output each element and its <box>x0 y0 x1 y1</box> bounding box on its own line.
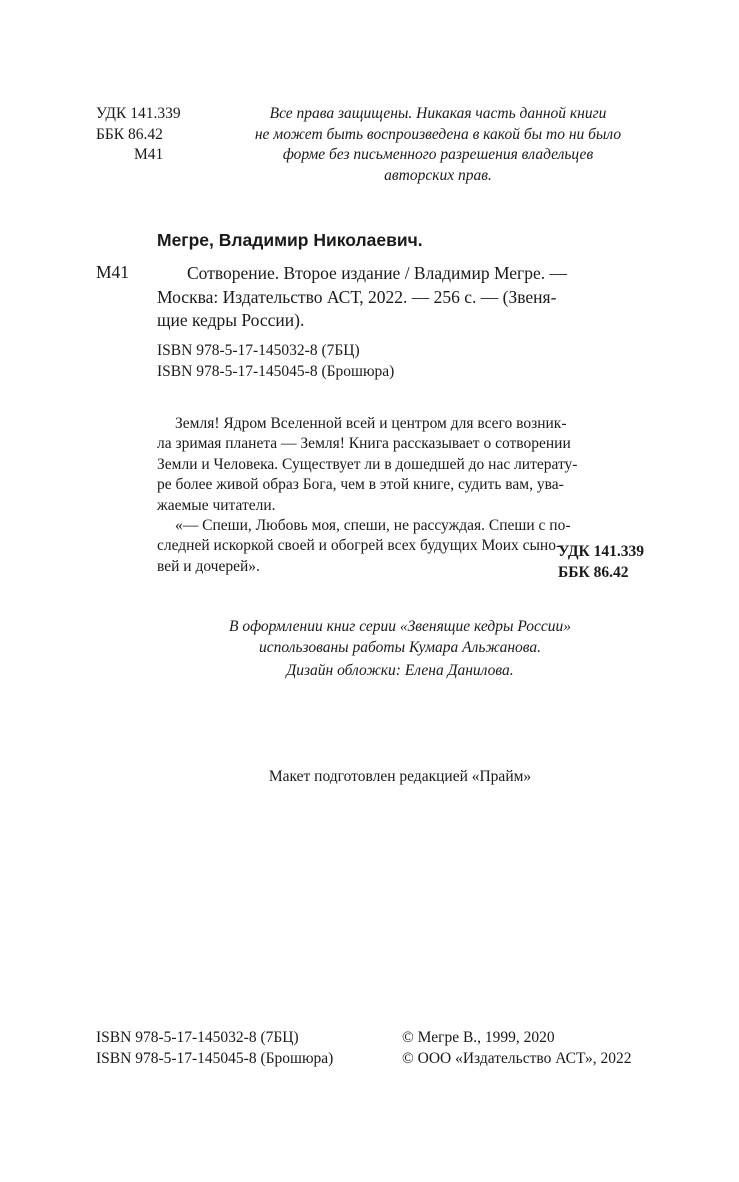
annotation-line: ре более живой образ Бога, чем в этой книге, судить вам, ува- <box>157 476 564 494</box>
rights-line: не может быть воспроизведена в какой бы то ни было <box>254 125 622 143</box>
isbn-line: ISBN 978-5-17-145032-8 (7БЦ) <box>157 342 360 359</box>
footer-isbn-line: ISBN 978-5-17-145032-8 (7БЦ) <box>96 1029 299 1046</box>
bibliographic-line: Москва: Издательство АСТ, 2022. — 256 с. — (Звеня- <box>157 286 557 307</box>
annotation-line: Земля! Ядром Вселенной всей и центром для всего возник- <box>175 415 567 432</box>
maket-note: Макет подготовлен редакцией «Прайм» <box>268 768 532 785</box>
author-mark: М41 <box>134 146 164 163</box>
annotation-line: вей и дочерей». <box>157 557 260 575</box>
classification-bottom <box>558 542 644 583</box>
rights-notice <box>228 104 648 186</box>
author-heading: Мегре, Владимир Николаевич. <box>157 230 423 250</box>
design-line: использованы работы Кумара Альжанова. <box>258 638 542 656</box>
design-line: В оформлении книг серии «Звенящие кедры России» <box>228 618 571 635</box>
rights-line: форме без письменного разрешения владельцев <box>282 146 594 163</box>
bibliographic-mark: М41 <box>96 262 130 282</box>
annotation-line: Земли и Человека. Существует ли в дошедшей до нас литерату- <box>157 455 578 473</box>
annotation-line: жаемые читатели. <box>157 496 276 514</box>
rights-line: авторских прав. <box>384 166 492 184</box>
udk-code: УДК 141.339 <box>96 105 181 122</box>
bbk-code: ББК 86.42 <box>96 125 163 143</box>
design-credits <box>130 617 670 682</box>
annotation-line: ла зримая планета — Земля! Книга рассказывает о сотворении <box>157 435 571 453</box>
udk-code-bottom: УДК 141.339 <box>558 543 644 560</box>
bibliographic-description <box>157 262 644 333</box>
bbk-code-bottom: ББК 86.42 <box>558 563 629 581</box>
bibliographic-line: Сотворение. Второе издание / Владимир Мегре. — <box>187 263 567 283</box>
classification-block <box>96 104 181 166</box>
isbn-block <box>157 341 394 382</box>
footer-isbn <box>96 1028 333 1069</box>
footer-isbn-line: ISBN 978-5-17-145045-8 (Брошюра) <box>96 1049 334 1067</box>
bibliographic-line: щие кедры России). <box>157 310 305 330</box>
annotation-line: следней искоркой своей и обогрей всех будущих Моих сыно- <box>157 537 562 555</box>
rights-line: Все права защищены. Никакая часть данной книги <box>269 105 607 122</box>
cover-design-line: Дизайн обложки: Елена Данилова. <box>286 662 514 679</box>
annotation-line: «— Спеши, Любовь моя, спеши, не рассуждая. Спеши с по- <box>175 517 571 535</box>
footer-copyright <box>402 1028 632 1069</box>
isbn-line: ISBN 978-5-17-145045-8 (Брошюра) <box>157 362 395 380</box>
copyright-line: © Мегре В., 1999, 2020 <box>402 1029 555 1046</box>
copyright-line: © ООО «Издательство АСТ», 2022 <box>402 1049 632 1067</box>
